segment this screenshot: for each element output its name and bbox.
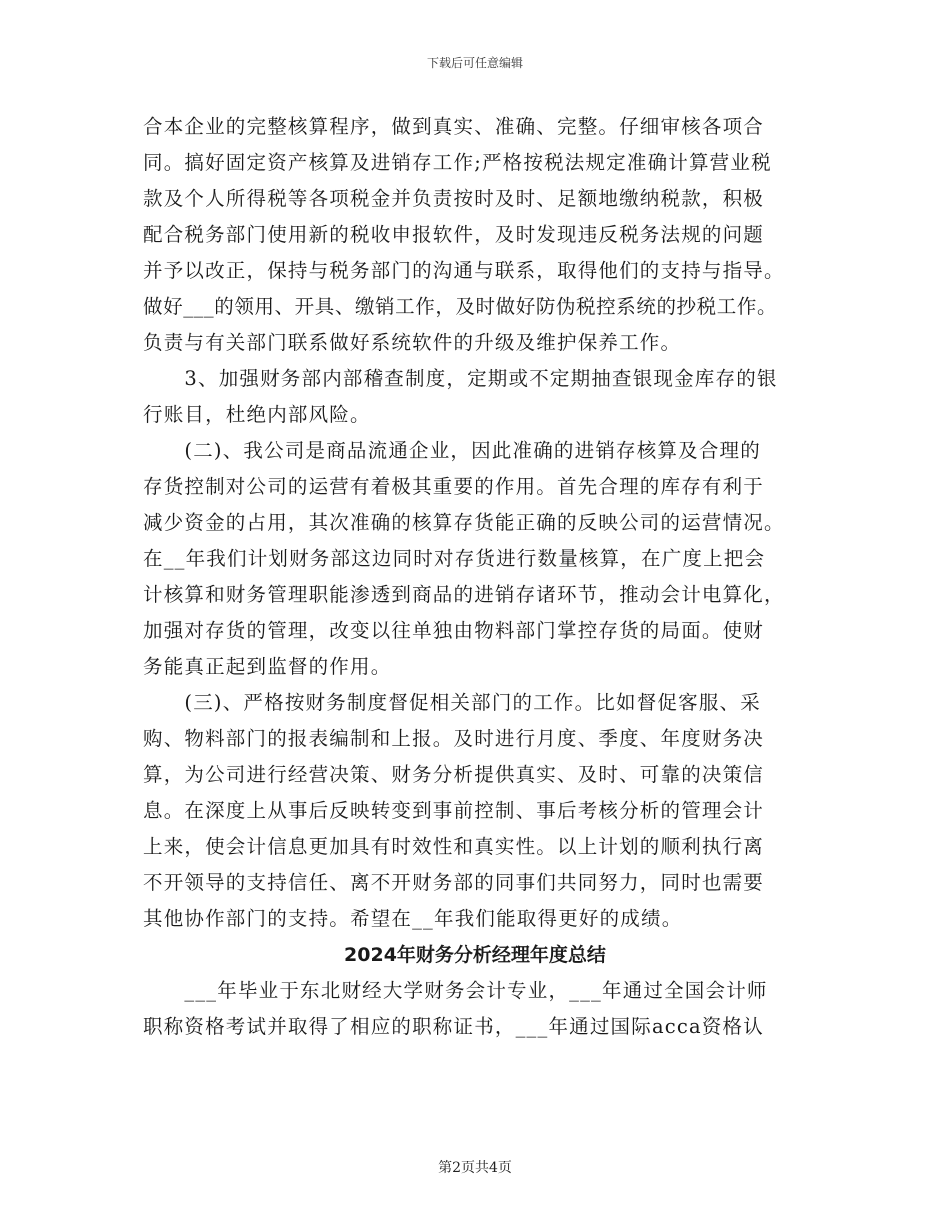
body-line: 在__年我们计划财务部这边同时对存货进行数量核算，在广度上把会	[143, 547, 766, 570]
body-line: 同。搞好固定资产核算及进销存工作;严格按税法规定准确计算营业税	[143, 151, 772, 174]
body-line: 不开领导的支持信任、离不开财务部的同事们共同努力，同时也需要	[143, 871, 765, 894]
body-line: 息。在深度上从事后反映转变到事前控制、事后考核分析的管理会计	[143, 799, 765, 822]
body-line: (二)、我公司是商品流通企业，因此准确的进销存核算及合理的	[143, 439, 761, 462]
body-line: 存货控制对公司的运营有着极其重要的作用。首先合理的库存有利于	[143, 475, 765, 498]
body-line: 配合税务部门使用新的税收申报软件，及时发现违反税务法规的问题	[143, 223, 765, 246]
body-line: 负责与有关部门联系做好系统软件的升级及维护保养工作。	[143, 331, 682, 354]
body-line: 款及个人所得税等各项税金并负责按时及时、足额地缴纳税款，积极	[143, 187, 765, 210]
body-line: 上来，使会计信息更加具有时效性和真实性。以上计划的顺利执行离	[143, 835, 765, 858]
page-header: 下载后可任意编辑	[426, 56, 523, 70]
body-line: 合本企业的完整核算程序，做到真实、准确、完整。仔细审核各项合	[143, 115, 765, 138]
body-line: 做好___的领用、开具、缴销工作，及时做好防伪税控系统的抄税工作。	[143, 295, 778, 318]
body-line: 行账目，杜绝内部风险。	[143, 403, 371, 426]
body-line: 务能真正起到监督的作用。	[143, 655, 392, 678]
page-footer: 第2页共4页	[438, 1160, 512, 1176]
body-line: (三)、严格按财务制度督促相关部门的工作。比如督促客服、采	[143, 691, 761, 714]
body-line: ___年毕业于东北财经大学财务会计专业，___年通过全国会计师	[143, 979, 768, 1002]
body-line: 3、加强财务部内部稽查制度，定期或不定期抽查银现金库存的银	[143, 367, 778, 390]
body-line: 计核算和财务管理职能渗透到商品的进销存诸环节，推动会计电算化，	[143, 583, 785, 606]
body-line: 职称资格考试并取得了相应的职称证书，___年通过国际acca资格认	[143, 1015, 764, 1038]
body-line: 其他协作部门的支持。希望在__年我们能取得更好的成绩。	[143, 907, 683, 930]
body-line: 减少资金的占用，其次准确的核算存货能正确的反映公司的运营情况。	[143, 511, 785, 534]
body-line: 加强对存货的管理，改变以往单独由物料部门掌控存货的局面。使财	[143, 619, 765, 642]
body-line: 算，为公司进行经营决策、财务分析提供真实、及时、可靠的决策信	[143, 763, 765, 786]
section-heading: 2024年财务分析经理年度总结	[344, 944, 606, 966]
body-line: 并予以改正，保持与税务部门的沟通与联系，取得他们的支持与指导。	[143, 259, 785, 282]
body-line: 购、物料部门的报表编制和上报。及时进行月度、季度、年度财务决	[143, 727, 765, 750]
